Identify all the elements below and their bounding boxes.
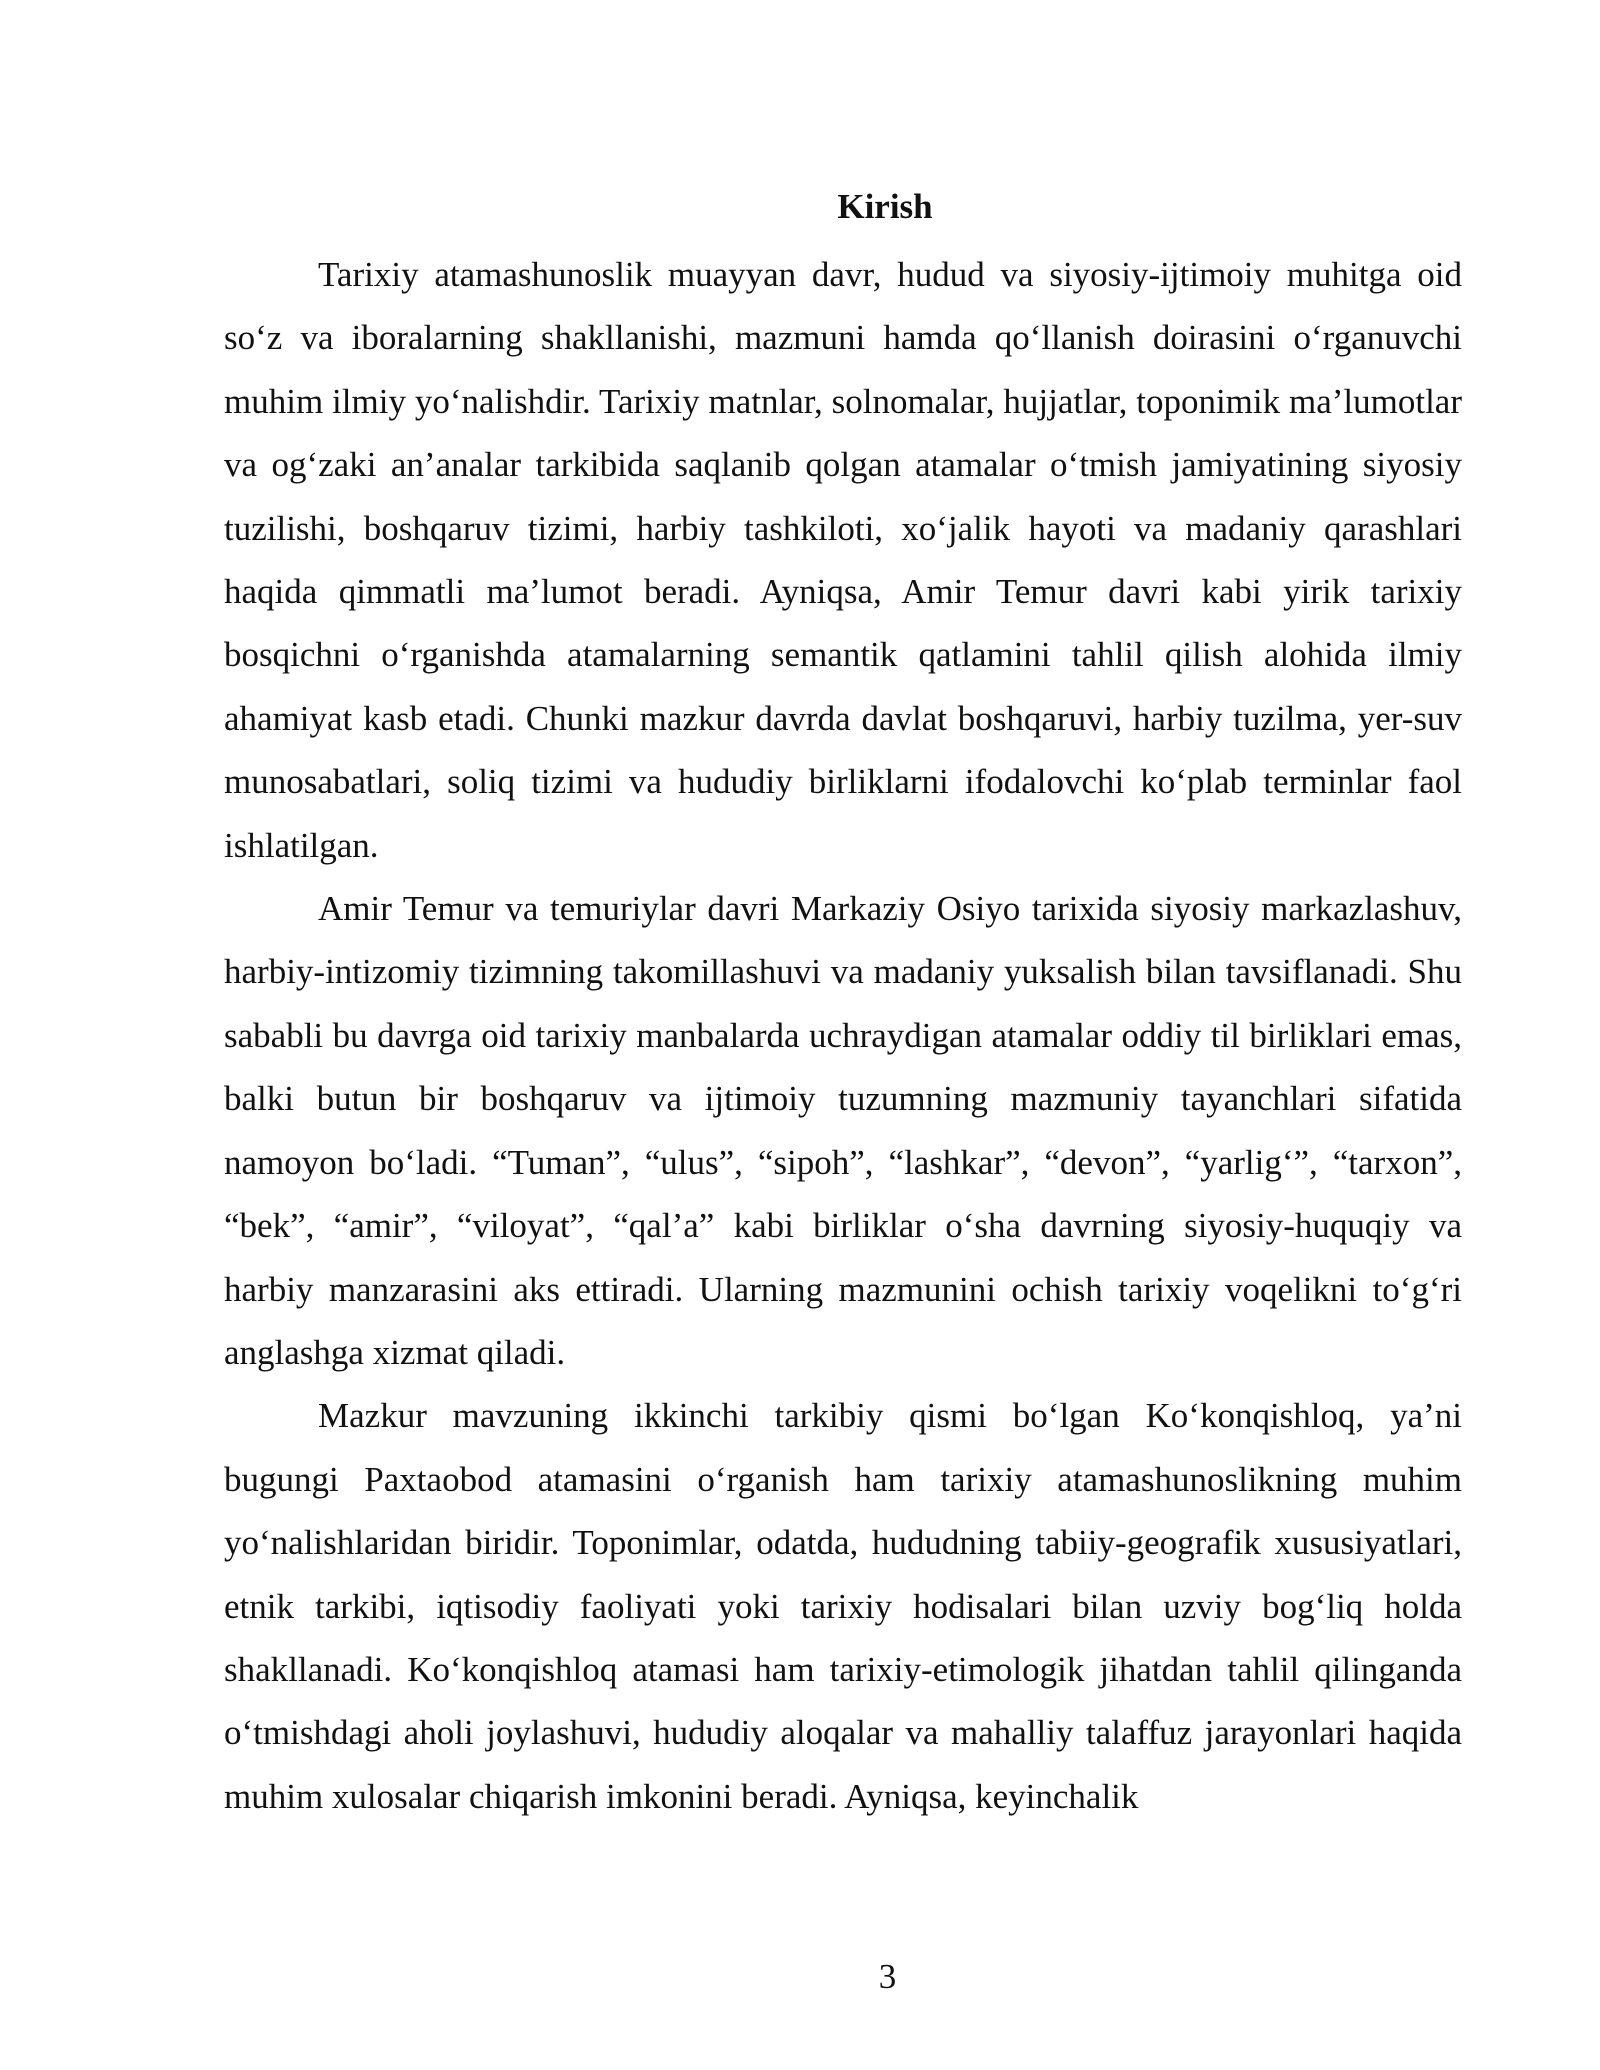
page-number: 3: [878, 1957, 897, 1996]
paragraph-3: Mazkur mavzuning ikkinchi tarkibiy qismi bo‘lgan Ko‘konqishloq, ya’ni bugungi Paxtaobod atamasini o‘rganish ham tarixiy atamashunoslikning muhim yo‘nalishlaridan biridir. Toponimlar, odatda, hududning tabiiy-geografik xususiyatlari, etnik tarkibi, iqtisodiy faoliyati yoki tarixiy hodisalari bilan uzviy bog‘liq holda shakllanadi. Ko‘konqishloq atamasi ham tarixiy-etimologik jihatdan tahlil qilinganda o‘tmishdagi aholi joylashuvi, hududiy aloqalar va mahalliy talaffuz jarayonlari haqida muhim xulosalar chiqarish imkonini beradi. Ayniqsa, keyinchalik: [224, 1396, 1462, 1816]
paragraph-2: Amir Temur va temuriylar davri Markaziy Osiyo tarixida siyosiy markazlashuv, harbiy-intizomiy tizimning takomillashuvi va madaniy yuksalish bilan tavsiflanadi. Shu sababli bu davrga oid tarixiy manbalarda uchraydigan atamalar oddiy til birliklari emas, balki butun bir boshqaruv va ijtimoiy tuzumning mazmuniy tayanchlari sifatida namoyon bo‘ladi. “Tuman”, “ulus”, “sipoh”, “lashkar”, “devon”, “yarlig‘”, “tarxon”, “bek”, “amir”, “viloyat”, “qal’a” kabi birliklar o‘sha davrning siyosiy-huquqiy va harbiy manzarasini aks ettiradi. Ularning mazmunini ochish tarixiy voqelikni to‘g‘ri anglashga xizmat qiladi.: [224, 889, 1462, 1372]
body-text: [224, 243, 1462, 1828]
page-title: Kirish: [837, 187, 933, 226]
paragraph-1: Tarixiy atamashunoslik muayyan davr, hudud va siyosiy-ijtimoiy muhitga oid so‘z va iboralarning shakllanishi, mazmuni hamda qo‘llanish doirasini o‘rganuvchi muhim ilmiy yo‘nalishdir. Tarixiy matnlar, solnomalar, hujjatlar, toponimik ma’lumotlar va og‘zaki an’analar tarkibida saqlanib qolgan atamalar o‘tmish jamiyatining siyosiy tuzilishi, boshqaruv tizimi, harbiy tashkiloti, xo‘jalik hayoti va madaniy qarashlari haqida qimmatli ma’lumot beradi. Ayniqsa, Amir Temur davri kabi yirik tarixiy bosqichni o‘rganishda atamalarning semantik qatlamini tahlil qilish alohida ilmiy ahamiyat kasb etadi. Chunki mazkur davrda davlat boshqaruvi, harbiy tuzilma, yer-suv munosabatlari, soliq tizimi va hududiy birliklarni ifodalovchi ko‘plab terminlar faol ishlatilgan.: [224, 255, 1462, 865]
